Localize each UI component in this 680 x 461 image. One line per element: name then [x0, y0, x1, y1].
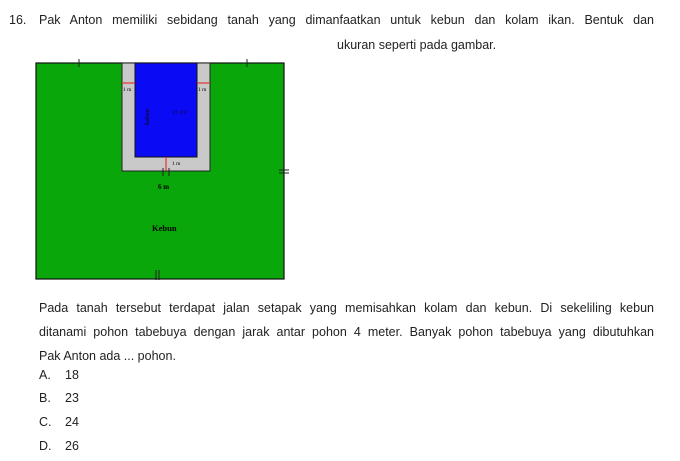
label-pond-side: kolam: [145, 108, 151, 125]
paragraph-line-3: Pak Anton ada ... pohon.: [39, 349, 176, 363]
option-value: 24: [65, 415, 79, 429]
land-figure: [35, 58, 290, 284]
label-pond-area: 21 m²: [172, 109, 188, 116]
option-letter: B.: [39, 391, 51, 405]
option-a[interactable]: [39, 368, 79, 382]
paragraph-line-2: ditanami pohon tabebuya dengan jarak antar pohon 4 meter. Banyak pohon tabebuya yang dibutuhkan: [39, 325, 654, 339]
label-path-left: 1 m: [123, 87, 132, 93]
question-intro-line-1: Pak Anton memiliki sebidang tanah yang dimanfaatkan untuk kebun dan kolam ikan. Bentuk dan: [39, 13, 654, 27]
label-width: 6 m: [158, 183, 170, 191]
option-c[interactable]: [39, 415, 79, 429]
option-d[interactable]: [39, 439, 79, 453]
question-paragraph: [39, 296, 654, 368]
option-letter: D.: [39, 439, 52, 453]
option-b[interactable]: [39, 391, 79, 405]
question-intro-line-2: ukuran seperti pada gambar.: [337, 38, 497, 52]
label-path-bottom: 1 m: [172, 161, 181, 167]
label-garden: Kebun: [152, 223, 177, 233]
option-letter: C.: [39, 415, 52, 429]
option-value: 26: [65, 439, 79, 453]
option-value: 18: [65, 368, 79, 382]
paragraph-line-1: Pada tanah tersebut terdapat jalan setapak yang memisahkan kolam dan kebun. Di sekeliling kebun: [39, 301, 654, 315]
question-number: 16.: [9, 13, 27, 27]
option-value: 23: [65, 391, 79, 405]
option-letter: A.: [39, 368, 51, 382]
label-path-right: 1 m: [198, 87, 207, 93]
